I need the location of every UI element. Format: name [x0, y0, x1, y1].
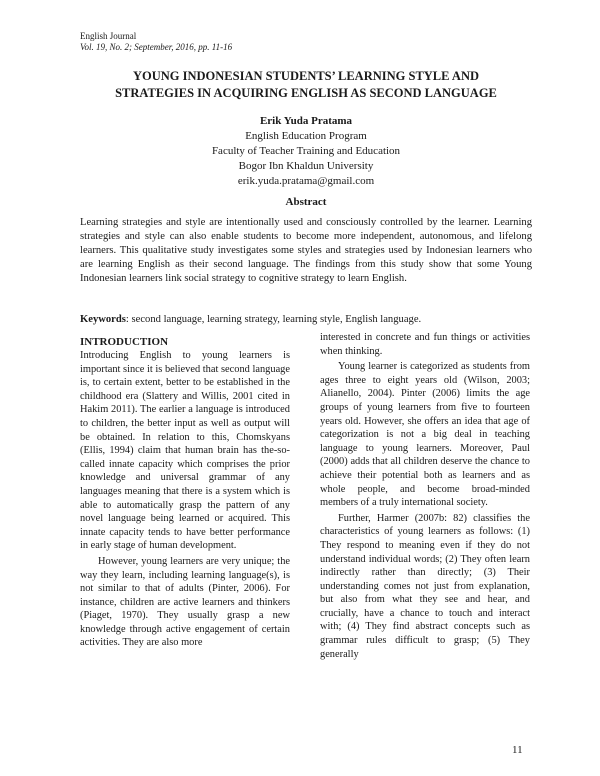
keywords-text: : second language, learning strategy, learning style, English language.: [125, 314, 422, 325]
paragraph-continued: interested in concrete and fun things or activities when thinking.: [320, 332, 530, 357]
author-name: Erik Yuda Pratama: [259, 115, 353, 127]
paragraph-intro-2: However, young learners are very unique; the way they learn, including learning language(s), is not similar to that of adults (Pinter, 2006). For instance, children are active learners and thinkers (Piaget, 1970). They usually grasp a new knowledge through active engagement of certain activities. They are also more: [80, 555, 290, 649]
journal-name: English Journal: [80, 31, 137, 41]
author-university: Bogor Ibn Khaldun University: [238, 160, 374, 172]
page-number: 11: [512, 744, 523, 756]
paragraph-harmer: Further, Harmer (2007b: 82) classifies the characteristics of young learners as follows: (1) They respond to meaning even if they do not understand individual words; (2) They often learn indirectly rather than directly; (3) Their understanding comes not just from explanation, but also from what they see and hear, and crucially, have a chance to touch and interact with; (4) They find abstract concepts such as grammar rules difficult to grasp; (5) They generally: [320, 512, 530, 660]
paragraph-intro-1: Introducing English to young learners is important since it is believed that second language is, to certain extent, better to be established in the childhood era (Slattery and Willis, 2001 cited in Hakim 2011). The earlier a language is introduced to children, the better input as well as output will be obtained. In relation to this, Chomskyans (Ellis, 1994) claim that human brain has the-so-called innate capacity which comprises the prior knowledge and universal grammar of any languages meaning that there is a system which is able to automatically grasp the pattern of any novel language being learned or acquired. This innate capacity tends to have better performance in early stage of human development.: [80, 350, 290, 552]
right-column: [320, 331, 530, 661]
keywords-label: Keywords: [80, 314, 126, 325]
title-line-1: YOUNG INDONESIAN STUDENTS’ LEARNING STYLE AND: [132, 69, 479, 83]
section-heading-introduction: INTRODUCTION: [80, 336, 169, 348]
journal-issue: Vol. 19, No. 2; September, 2016, pp. 11-16: [80, 42, 233, 52]
paragraph-young-learner: Young learner is categorized as students from ages three to eight years old (Wilson, 2003; Alianello, 2004). Pinter (2006) limits the age groups of young learners from five to fourteen years old. However, she offers an idea that age of categorization is not a big deal in teaching language to young learners. Moreover, Paul (2000) adds that all children deserve the chance to achieve their potential both as learners and as whole people, and become broad-minded members of a truly international society.: [320, 361, 530, 509]
abstract-heading: Abstract: [285, 196, 327, 208]
author-faculty: Faculty of Teacher Training and Education: [211, 145, 401, 157]
left-column: [80, 335, 290, 650]
author-block: [80, 114, 532, 189]
keywords-line: [80, 313, 532, 327]
author-program: English Education Program: [245, 130, 367, 142]
paper-title: [80, 68, 532, 102]
author-email: erik.yuda.pratama@gmail.com: [237, 175, 375, 187]
journal-header: [80, 31, 232, 53]
abstract-text: Learning strategies and style are intentionally used and consciously controlled by the learner. Learning strategies and style can also enable students to become more independent, autonomous, and lifelong learners. This qualitative study investigates some styles and strategies used by Indonesian learners who are learning English as their second language. The findings from this study show that some Young Indonesian learners link social strategy to cognitive strategy to learn English.: [80, 217, 532, 284]
title-line-2: STRATEGIES IN ACQUIRING ENGLISH AS SECOND LANGUAGE: [115, 86, 497, 100]
